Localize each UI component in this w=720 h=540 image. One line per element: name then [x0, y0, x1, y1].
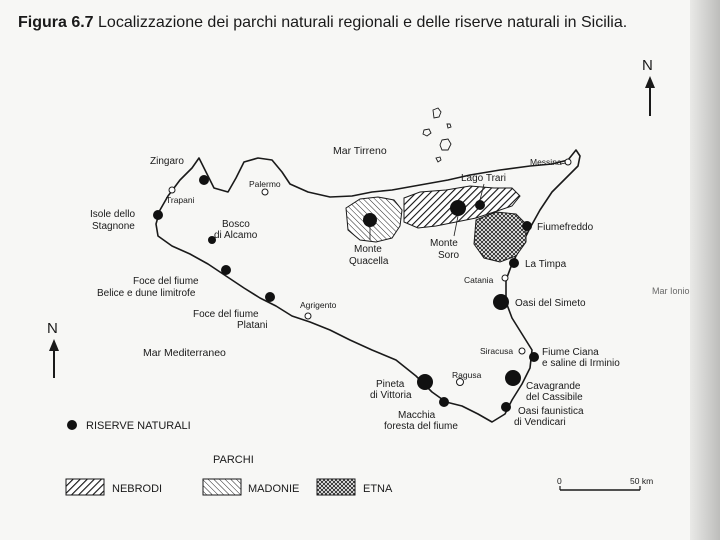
legend-park-madonie: MADONIE — [248, 483, 300, 495]
legend-swatch-madonie — [203, 479, 241, 495]
reserve-label-stagnone-2: Stagnone — [92, 221, 135, 232]
city-label-siracusa: Siracusa — [480, 346, 514, 356]
reserve-label-alcamo-2: di Alcamo — [214, 230, 258, 241]
city-label-trapani: Trapani — [166, 195, 195, 205]
legend-park-etna: ETNA — [363, 483, 393, 495]
reserve-marker-cassibile — [505, 370, 521, 386]
legend-parks-title: PARCHI — [213, 454, 254, 466]
reserve-marker-vittoria — [417, 374, 433, 390]
reserve-marker-quacella — [363, 213, 377, 227]
sea-label-mediterraneo: Mar Mediterraneo — [143, 347, 226, 359]
reserve-label-macchia-1: Macchia — [398, 410, 436, 421]
legend — [66, 420, 393, 495]
reserve-label-quacella-2: Quacella — [349, 256, 389, 267]
city-label-catania: Catania — [464, 275, 494, 285]
city-marker-catania — [502, 275, 508, 281]
reserve-label-cassibile-1: Cavagrande — [526, 381, 581, 392]
reserve-label-zingaro: Zingaro — [150, 156, 184, 167]
reserve-label-fiumefreddo: Fiumefreddo — [537, 222, 594, 233]
north-arrow-top — [642, 57, 655, 116]
city-marker-agrigento — [305, 313, 311, 319]
reserve-marker-soro — [450, 200, 466, 216]
reserve-marker-simeto — [493, 294, 509, 310]
reserve-label-vittoria-1: Pineta — [376, 379, 405, 390]
reserve-label-quacella-1: Monte — [354, 244, 382, 255]
legend-swatch-nebrodi — [66, 479, 104, 495]
figure-label: Figura 6.7 — [18, 14, 94, 31]
north-letter: N — [642, 57, 653, 74]
reserve-label-trari: Lago Trari — [461, 173, 507, 184]
legend-swatch-etna — [317, 479, 355, 495]
sea-label-ionio: Mar Ionio — [652, 286, 690, 296]
reserve-label-ciane-2: e saline di Irminio — [542, 358, 620, 369]
reserve-marker-vendicari — [501, 402, 511, 412]
reserve-marker-belice — [221, 265, 231, 275]
reserve-label-belice-1: Foce del fiume — [133, 276, 199, 287]
figure-caption-text: Localizzazione dei parchi naturali regionali e delle riserve naturali in Sicilia. — [98, 14, 628, 31]
reserve-marker-stagnone — [153, 210, 163, 220]
city-marker-palermo — [262, 189, 268, 195]
aeolian-islands — [423, 108, 451, 162]
legend-reserve-marker — [67, 420, 77, 430]
scale-end-label: 50 km — [630, 476, 654, 486]
scale-start-label: 0 — [557, 476, 562, 486]
sea-label-tirreno: Mar Tirreno — [333, 145, 387, 157]
reserve-label-alcamo-1: Bosco — [222, 219, 250, 230]
city-marker-messina — [565, 159, 571, 165]
reserve-label-cassibile-2: del Cassibile — [526, 392, 583, 403]
north-arrow-left — [47, 320, 59, 378]
reserve-label-macchia-2: foresta del fiume — [384, 421, 458, 432]
city-label-messina: Messina — [530, 157, 562, 167]
city-label-agrigento: Agrigento — [300, 300, 337, 310]
reserve-label-belice-2: Belice e dune limitrofe — [97, 288, 196, 299]
reserve-marker-ciane — [529, 352, 539, 362]
reserve-label-vendicari-1: Oasi faunistica — [518, 406, 584, 417]
city-label-palermo: Palermo — [249, 179, 281, 189]
reserve-label-ciane-1: Fiume Ciana — [542, 347, 599, 358]
legend-park-nebrodi: NEBRODI — [112, 483, 163, 495]
city-marker-siracusa — [519, 348, 525, 354]
reserve-label-stagnone-1: Isole dello — [90, 209, 136, 220]
reserve-marker-trari — [475, 200, 485, 210]
reserve-label-vittoria-2: di Vittoria — [370, 390, 412, 401]
reserve-label-soro-2: Soro — [438, 250, 460, 261]
reserve-label-vendicari-2: di Vendicari — [514, 417, 566, 428]
reserve-marker-platani — [265, 292, 275, 302]
park-etna — [474, 212, 526, 262]
reserve-marker-macchia — [439, 397, 449, 407]
reserve-marker-timpa — [509, 258, 519, 268]
reserve-label-platani-1: Foce del fiume — [193, 309, 259, 320]
north-letter-left: N — [47, 320, 58, 337]
reserve-label-timpa: La Timpa — [525, 259, 567, 270]
city-marker-trapani — [169, 187, 175, 193]
reserve-label-platani-2: Platani — [237, 320, 268, 331]
city-label-ragusa: Ragusa — [452, 370, 482, 380]
reserve-label-simeto: Oasi del Simeto — [515, 298, 586, 309]
reserve-marker-zingaro — [199, 175, 209, 185]
legend-reserves-label: RISERVE NATURALI — [86, 420, 191, 432]
reserve-label-soro-1: Monte — [430, 238, 458, 249]
reserve-marker-fiumefreddo — [522, 221, 532, 231]
scale-bar — [557, 476, 653, 490]
